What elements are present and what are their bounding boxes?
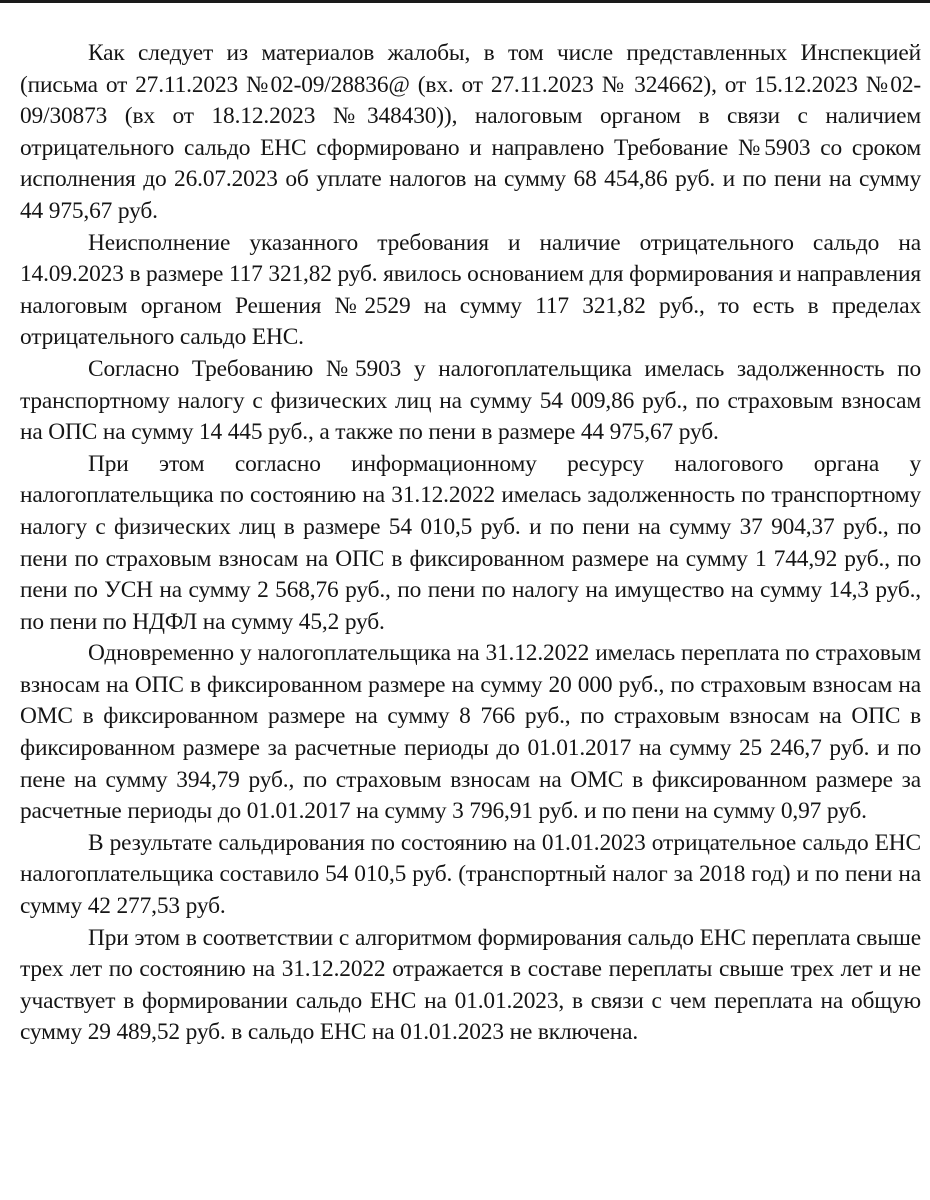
paragraph-requirement-debt: Согласно Требованию №5903 у налогоплательщика имелась задолженность по транспортному налогу с физических лиц на сумму 54 009,86 руб., по страховым взносам на ОПС на сумму 14 445 руб., а также по пени в размере 44 975,67 руб.	[20, 355, 921, 446]
document-body	[20, 38, 921, 1049]
paragraph-overpayment: Одновременно у налогоплательщика на 31.12.2022 имелась переплата по страховым взносам на ОПС в фиксированном размере на сумму 20 000 руб., по страховым взносам на ОМС в фиксированном размере на сумму 8 766 руб., по страховым взносам на ОПС в фиксированном размере за расчетные периоды до 01.01.2017 на сумму 25 246,7 руб. и по пене на сумму 394,79 руб., по страховым взносам на ОМС в фиксированном размере за расчетные периоды до 01.01.2017 на сумму 3 796,91 руб. и по пени на сумму 0,97 руб.	[20, 640, 921, 825]
paragraph-ens-algorithm: При этом в соответствии с алгоритмом формирования сальдо ЕНС переплата свыше трех лет по состоянию на 31.12.2022 отражается в составе переплаты свыше трех лет и не участвует в формировании сальдо ЕНС на 01.01.2023, в связи с чем переплата на общую сумму 29 489,52 руб. в сальдо ЕНС на 01.01.2023 не включена.	[20, 924, 921, 1046]
paragraph-complaint-materials: Как следует из материалов жалобы, в том числе представленных Инспекцией (письма от 27.11.2023 №02-09/28836@ (вх. от 27.11.2023 № 324662), от 15.12.2023 №02-09/30873 (вх от 18.12.2023 №348430)), налоговым органом в связи с наличием отрицательного сальдо ЕНС сформировано и направлено Требование №5903 со сроком исполнения до 26.07.2023 об уплате налогов на сумму 68 454,86 руб. и по пени на сумму 44 975,67 руб.	[20, 40, 921, 224]
top-divider-line	[0, 0, 930, 3]
paragraph-balancing-result: В результате сальдирования по состоянию на 01.01.2023 отрицательное сальдо ЕНС налогоплательщика составило 54 010,5 руб. (транспортный налог за 2018 год) и по пени на сумму 42 277,53 руб.	[20, 829, 921, 920]
paragraph-info-resource-debt: При этом согласно информационному ресурсу налогового органа у налогоплательщика по состоянию на 31.12.2022 имелась задолженность по транспортному налогу с физических лиц в размере 54 010,5 руб. и по пени на сумму 37 904,37 руб., по пени по страховым взносам на ОПС в фиксированном размере на сумму 1 744,92 руб., по пени по УСН на сумму 2 568,76 руб., по пени по налогу на имущество на сумму 14,3 руб., по пени по НДФЛ на сумму 45,2 руб.	[20, 450, 921, 635]
paragraph-decision-basis: Неисполнение указанного требования и наличие отрицательного сальдо на 14.09.2023 в размере 117 321,82 руб. явилось основанием для формирования и направления налоговым органом Решения №2529 на сумму 117 321,82 руб., то есть в пределах отрицательного сальдо ЕНС.	[20, 229, 922, 351]
